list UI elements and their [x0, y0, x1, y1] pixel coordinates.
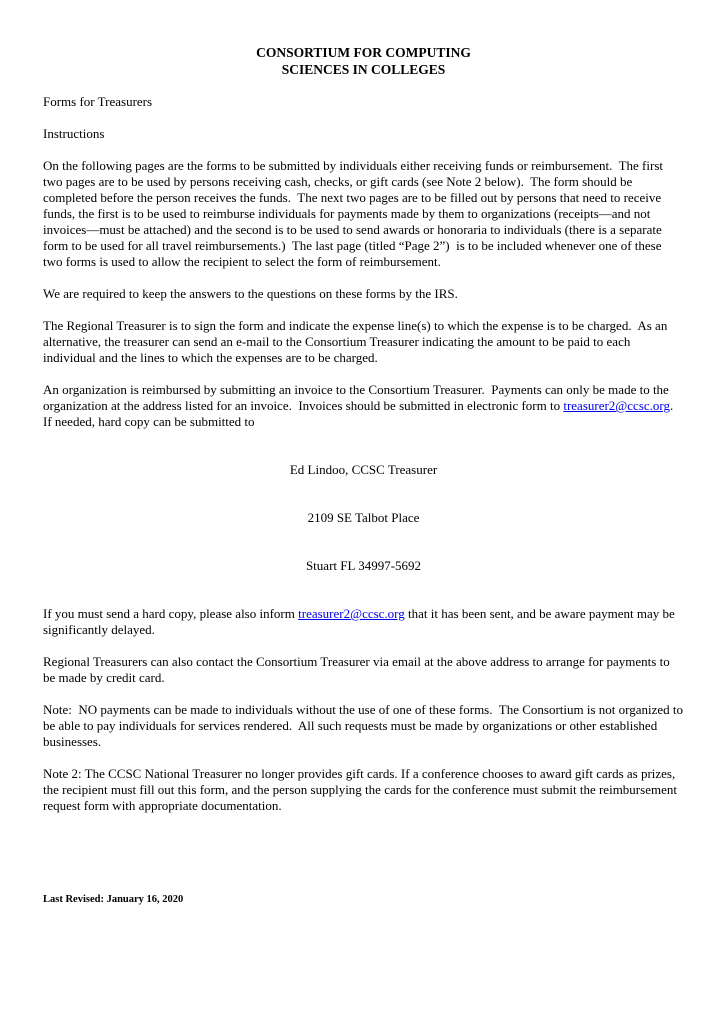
paragraph-note-2: Note 2: The CCSC National Treasurer no longer provides gift cards. If a conference chooses to award gift cards as prizes, the recipient must fill out this form, and the person supplying the cards for the conference must submit the reimbursement request form with appropriate documentation. [43, 766, 681, 813]
heading-forms-for-treasurers: Forms for Treasurers [43, 94, 153, 109]
paragraph-hard-copy [43, 606, 684, 638]
paragraph-invoice-text-before: An organization is reimbursed by submitting an invoice to the Consortium Treasurer. Payments can only be made to the organization at the address listed for an invoice. Invoices should be submitted in electronic form to [43, 382, 673, 413]
paragraph-invoice-text-after: . If needed, hard copy can be submitted to [43, 398, 677, 429]
address-line-street: 2109 SE Talbot Place [307, 510, 420, 525]
paragraph-hard-copy-text-after: that it has been sent, and be aware payment may be significantly delayed. [43, 606, 679, 637]
heading-instructions: Instructions [43, 126, 105, 141]
title-line-1: CONSORTIUM FOR COMPUTING [256, 45, 471, 60]
paragraph-note-1: Note: NO payments can be made to individuals without the use of one of these forms. The Consortium is not organized to be able to pay individuals for services rendered. All such requests must be made by organizations or other established businesses. [43, 702, 687, 749]
treasurer-email-link-2[interactable]: treasurer2@ccsc.org [298, 606, 405, 621]
paragraph-invoice [43, 382, 684, 430]
document-title [43, 44, 684, 78]
address-line-name: Ed Lindoo, CCSC Treasurer [289, 462, 438, 477]
treasurer-email-link[interactable]: treasurer2@ccsc.org [563, 398, 670, 413]
last-revised-footer: Last Revised: January 16, 2020 [43, 894, 184, 905]
paragraph-credit-card: Regional Treasurers can also contact the Consortium Treasurer via email at the above address to arrange for payments to be made by credit card. [43, 654, 673, 685]
title-line-2: SCIENCES IN COLLEGES [281, 62, 446, 77]
paragraph-intro: On the following pages are the forms to be submitted by individuals either receiving funds or reimbursement. The first two pages are to be used by persons receiving cash, checks, or gift cards (see Note 2 below). The form should be completed before the person receives the funds. The next two pages are to be filled out by persons that need to receive funds, the first is to be used to reimburse individuals for payments made by them to organizations (receipts—and not invoices—must be attached) and the second is to be used to send awards or honoraria to individuals (there is a separate form to be used for all travel reimbursements.) The last page (titled “Page 2”) is to be included whenever one of these two forms is used to allow the recipient to select the form of reimbursement. [43, 158, 667, 269]
paragraph-regional-treasurer: The Regional Treasurer is to sign the form and indicate the expense line(s) to which the expense is to be charged. As an alternative, the treasurer can send an e-mail to the Consortium Treasurer indicating the amount to be paid to each individual and the lines to which the expenses are to be charged. [43, 318, 671, 365]
treasurer-mailing-address [43, 430, 684, 606]
address-line-city-state-zip: Stuart FL 34997-5692 [305, 558, 422, 573]
paragraph-hard-copy-text-before: If you must send a hard copy, please also inform [43, 606, 299, 621]
paragraph-irs: We are required to keep the answers to the questions on these forms by the IRS. [43, 286, 458, 301]
